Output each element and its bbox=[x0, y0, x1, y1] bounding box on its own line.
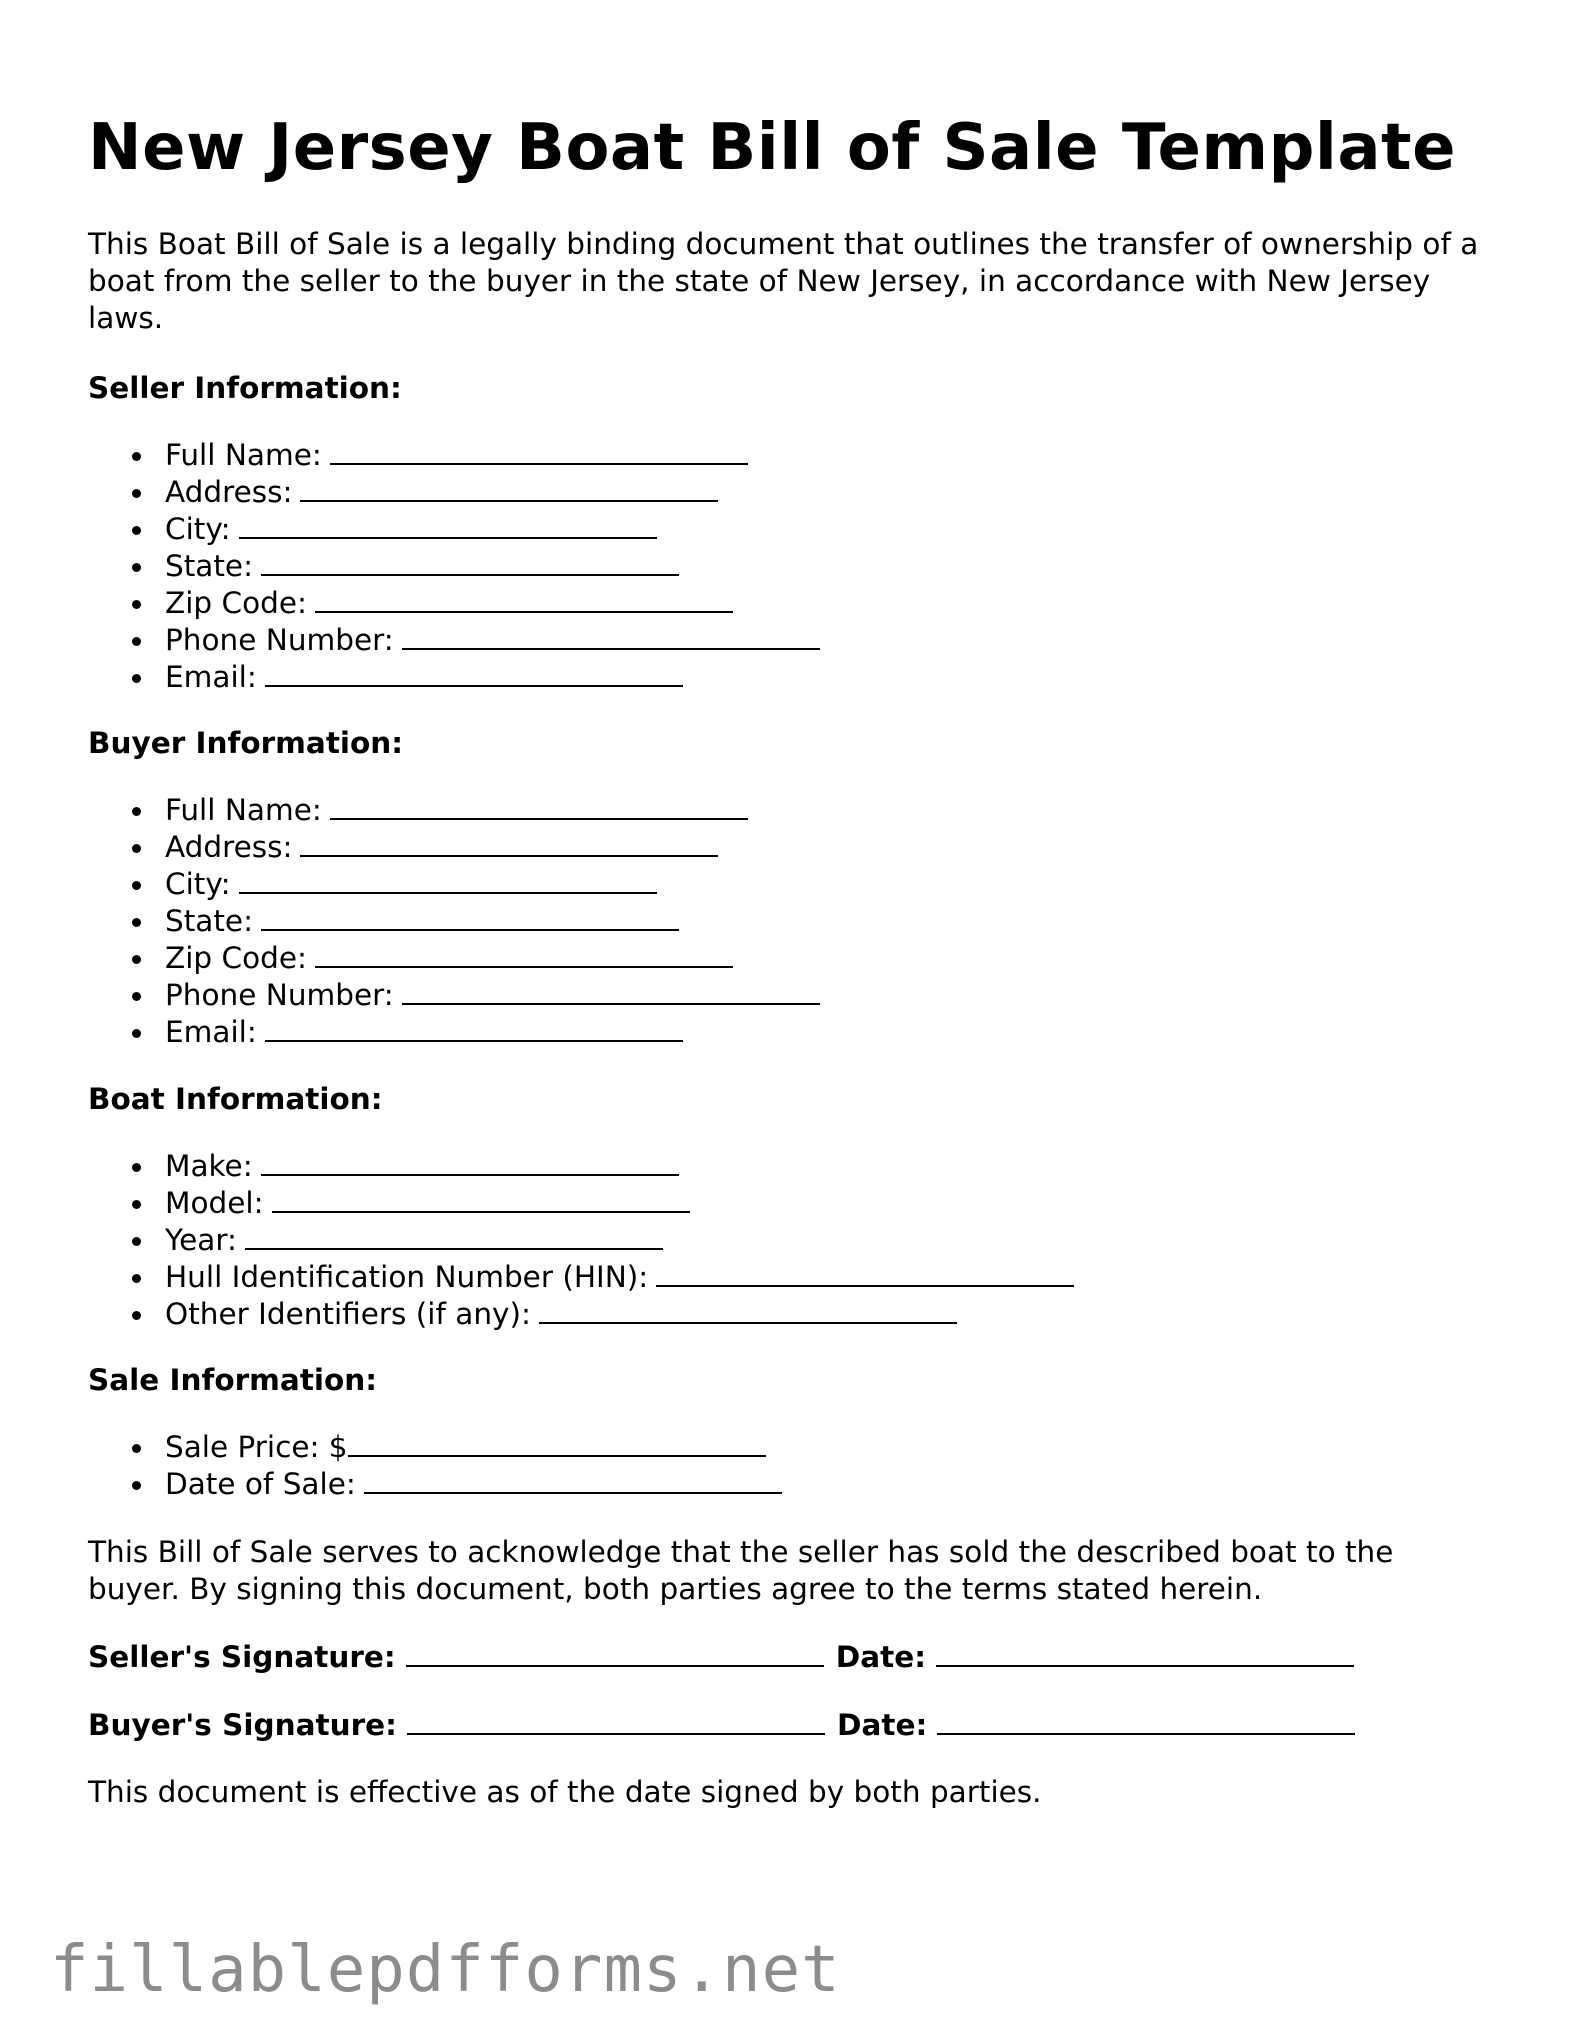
boat-field-other-identifiers: Other Identifiers (if any): bbox=[88, 1296, 1074, 1333]
seller-city-blank[interactable] bbox=[239, 511, 657, 539]
seller-state-blank[interactable] bbox=[261, 548, 679, 576]
seller-field-state: State: bbox=[88, 548, 820, 585]
buyer-field-address: Address: bbox=[88, 829, 820, 866]
seller-date-label: Date: bbox=[835, 1640, 927, 1674]
boat-hin-blank[interactable] bbox=[656, 1259, 1074, 1287]
boat-field-hin: Hull Identification Number (HIN): bbox=[88, 1259, 1074, 1296]
seller-field-city: City: bbox=[88, 511, 820, 548]
buyer-heading: Buyer Information: bbox=[88, 726, 404, 760]
boat-field-list bbox=[88, 1148, 1074, 1333]
buyer-signature-label: Buyer's Signature: bbox=[88, 1708, 397, 1742]
buyer-zip-blank[interactable] bbox=[315, 940, 733, 968]
sale-field-price: Sale Price: $ bbox=[88, 1429, 782, 1466]
seller-full-name-blank[interactable] bbox=[330, 437, 748, 465]
boat-field-model: Model: bbox=[88, 1185, 1074, 1222]
boat-year-blank[interactable] bbox=[245, 1222, 663, 1250]
watermark-text: fillablepdfforms.net bbox=[50, 1933, 841, 2007]
buyer-address-blank[interactable] bbox=[300, 829, 718, 857]
buyer-field-phone: Phone Number: bbox=[88, 977, 820, 1014]
boat-model-blank[interactable] bbox=[272, 1185, 690, 1213]
sale-field-list bbox=[88, 1429, 782, 1503]
seller-signature-label: Seller's Signature: bbox=[88, 1640, 396, 1674]
buyer-date-blank[interactable] bbox=[937, 1707, 1355, 1735]
seller-phone-blank[interactable] bbox=[402, 622, 820, 650]
boat-field-year: Year: bbox=[88, 1222, 1074, 1259]
buyer-field-email: Email: bbox=[88, 1014, 820, 1051]
closing-paragraph: This document is effective as of the date signed by both parties. bbox=[88, 1775, 1042, 1809]
buyer-field-state: State: bbox=[88, 903, 820, 940]
seller-signature-blank[interactable] bbox=[406, 1639, 824, 1667]
intro-paragraph: This Boat Bill of Sale is a legally binding document that outlines the transfer of ownership of a boat from the seller to the buyer in the state of New Jersey, in accordance with New Jersey laws. bbox=[88, 227, 1479, 335]
buyer-field-city: City: bbox=[88, 866, 820, 903]
seller-zip-blank[interactable] bbox=[315, 585, 733, 613]
buyer-city-blank[interactable] bbox=[239, 866, 657, 894]
boat-other-identifiers-blank[interactable] bbox=[539, 1296, 957, 1324]
seller-field-email: Email: bbox=[88, 659, 820, 696]
seller-field-address: Address: bbox=[88, 474, 820, 511]
sale-heading: Sale Information: bbox=[88, 1363, 378, 1397]
boat-field-make: Make: bbox=[88, 1148, 1074, 1185]
boat-heading: Boat Information: bbox=[88, 1082, 383, 1116]
buyer-state-blank[interactable] bbox=[261, 903, 679, 931]
document-title: New Jersey Boat Bill of Sale Template bbox=[88, 111, 1457, 185]
seller-heading: Seller Information: bbox=[88, 371, 402, 405]
seller-date-blank[interactable] bbox=[936, 1639, 1354, 1667]
buyer-field-full-name: Full Name: bbox=[88, 792, 820, 829]
seller-email-blank[interactable] bbox=[265, 659, 683, 687]
sale-price-blank[interactable] bbox=[348, 1429, 766, 1457]
seller-field-full-name: Full Name: bbox=[88, 437, 820, 474]
buyer-phone-blank[interactable] bbox=[402, 977, 820, 1005]
buyer-field-zip: Zip Code: bbox=[88, 940, 820, 977]
buyer-full-name-blank[interactable] bbox=[330, 792, 748, 820]
buyer-date-label: Date: bbox=[836, 1708, 928, 1742]
buyer-signature-blank[interactable] bbox=[407, 1707, 825, 1735]
seller-address-blank[interactable] bbox=[300, 474, 718, 502]
acknowledgment-paragraph: This Bill of Sale serves to acknowledge that the seller has sold the described boat to the buyer. By signing this document, both parties agree to the terms stated herein. bbox=[88, 1535, 1394, 1606]
seller-field-zip: Zip Code: bbox=[88, 585, 820, 622]
sale-field-date: Date of Sale: bbox=[88, 1466, 782, 1503]
buyer-signature-line bbox=[88, 1707, 1367, 1744]
seller-field-phone: Phone Number: bbox=[88, 622, 820, 659]
buyer-email-blank[interactable] bbox=[265, 1014, 683, 1042]
seller-signature-line bbox=[88, 1639, 1366, 1676]
boat-make-blank[interactable] bbox=[261, 1148, 679, 1176]
seller-field-list bbox=[88, 437, 820, 696]
sale-date-blank[interactable] bbox=[364, 1466, 782, 1494]
buyer-field-list bbox=[88, 792, 820, 1051]
